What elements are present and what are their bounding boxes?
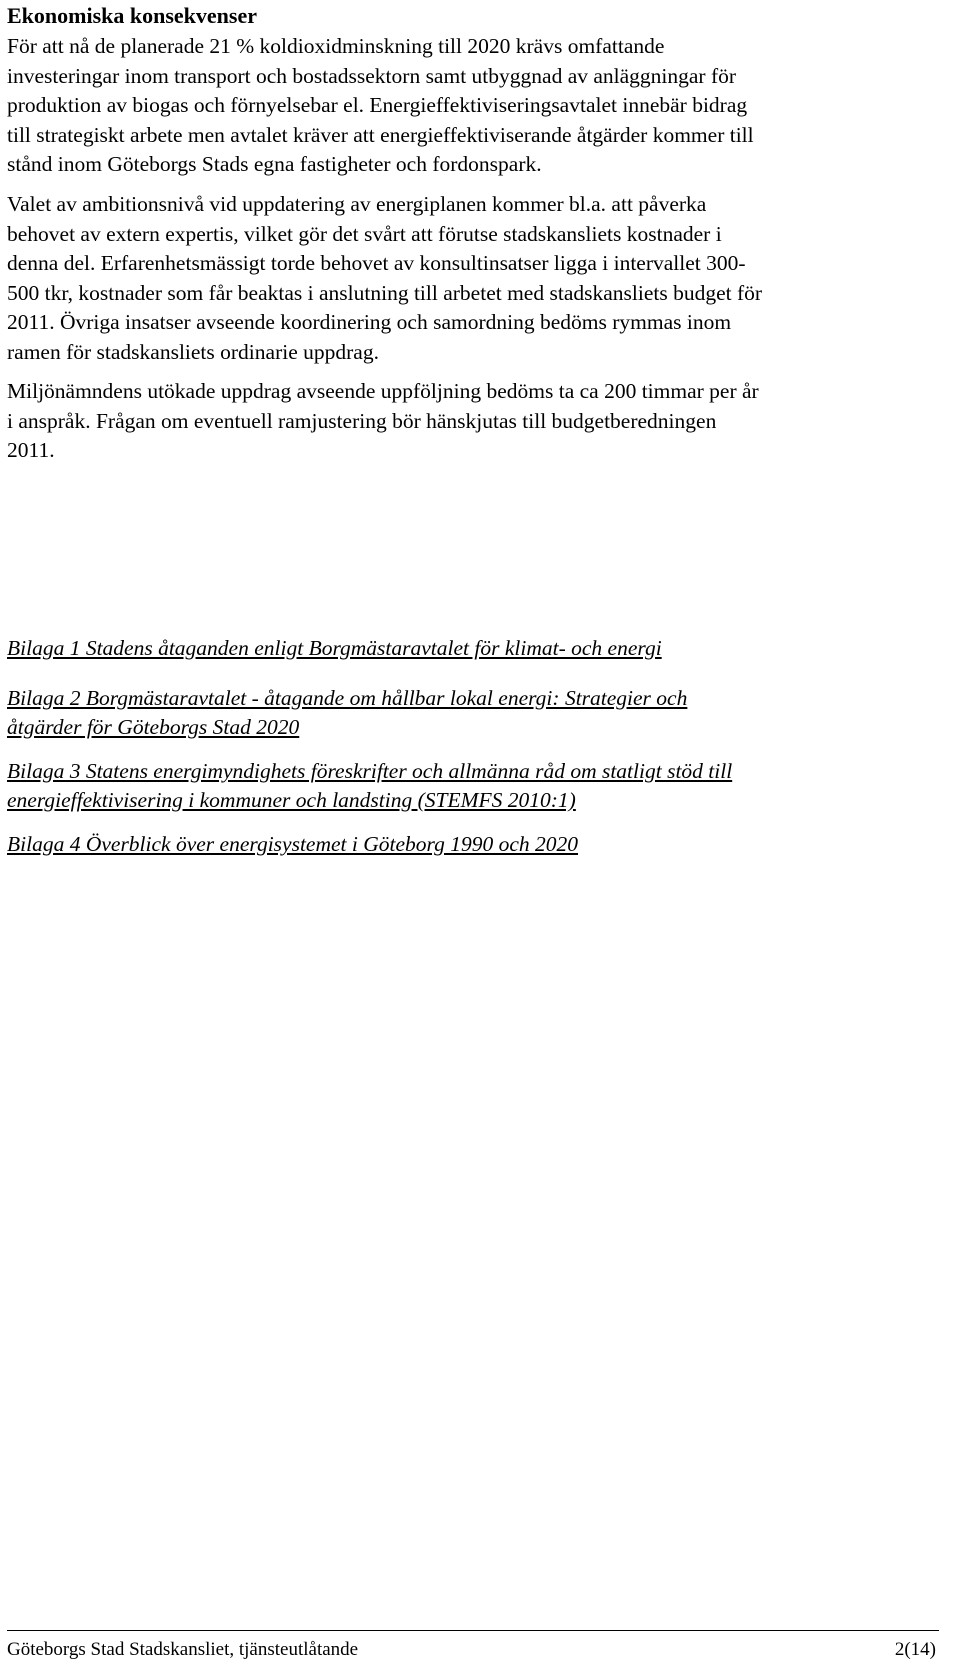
text-line: till strategiskt arbete men avtalet kräver att energieffektiviserande åtgärder kommer till [7,122,754,147]
attachment-line: energieffektivisering i kommuner och landsting (STEMFS 2010:1) [7,788,576,812]
attachment-line: åtgärder för Göteborgs Stad 2020 [7,715,300,739]
text-line: Valet av ambitionsnivå vid uppdatering av energiplanen kommer bl.a. att påverka [7,192,707,216]
attachment-4 [7,830,942,859]
text-line: investeringar inom transport och bostadssektorn samt utbyggnad av anläggningar för [7,63,737,88]
text-line: produktion av biogas och förnyelsebar el. Energieffektiviseringsavtalet innebär bidrag [7,93,748,117]
paragraph-1 [7,32,942,180]
text-line: ramen för stadskansliets ordinarie uppdrag. [7,339,379,364]
paragraph-3 [7,377,942,466]
text-line: 2011. Övriga insatser avseende koordinering och samordning bedöms rymmas inom [7,310,732,334]
attachment-1 [7,634,942,663]
text-line: stånd inom Göteborgs Stads egna fastigheter och fordonspark. [7,152,542,176]
text-line: 2011. [7,438,55,462]
attachment-2 [7,684,942,742]
text-line: 500 tkr, kostnader som får beaktas i anslutning till arbetet med stadskansliets budget för [7,280,763,305]
text-line: denna del. Erfarenhetsmässigt torde behovet av konsultinsatser ligga i intervallet 300- [7,251,746,275]
paragraph-2 [7,190,942,367]
section-heading: Ekonomiska konsekvenser [7,3,258,28]
footer-organization: Göteborgs Stad Stadskansliet, tjänsteutlåtande [7,1639,359,1660]
text-line: Miljönämndens utökade uppdrag avseende uppföljning bedöms ta ca 200 timmar per år [7,379,759,403]
text-line: För att nå de planerade 21 % koldioxidminskning till 2020 krävs omfattande [7,34,665,58]
attachment-line: Bilaga 2 Borgmästaravtalet - åtagande om hållbar lokal energi: Strategier och [7,686,688,710]
attachment-3 [7,757,942,815]
text-line: i anspråk. Frågan om eventuell ramjustering bör hänskjutas till budgetberedningen [7,408,717,433]
text-line: behovet av extern expertis, vilket gör det svårt att förutse stadskansliets kostnader i [7,221,722,246]
attachment-line: Bilaga 1 Stadens åtaganden enligt Borgmästaravtalet för klimat- och energi [7,636,662,660]
attachment-line: Bilaga 3 Statens energimyndighets föreskrifter och allmänna råd om statligt stöd till [7,759,733,783]
footer-divider [7,1630,939,1631]
footer-page-number: 2(14) [894,1639,936,1660]
attachment-line: Bilaga 4 Överblick över energisystemet i Göteborg 1990 och 2020 [7,832,579,856]
